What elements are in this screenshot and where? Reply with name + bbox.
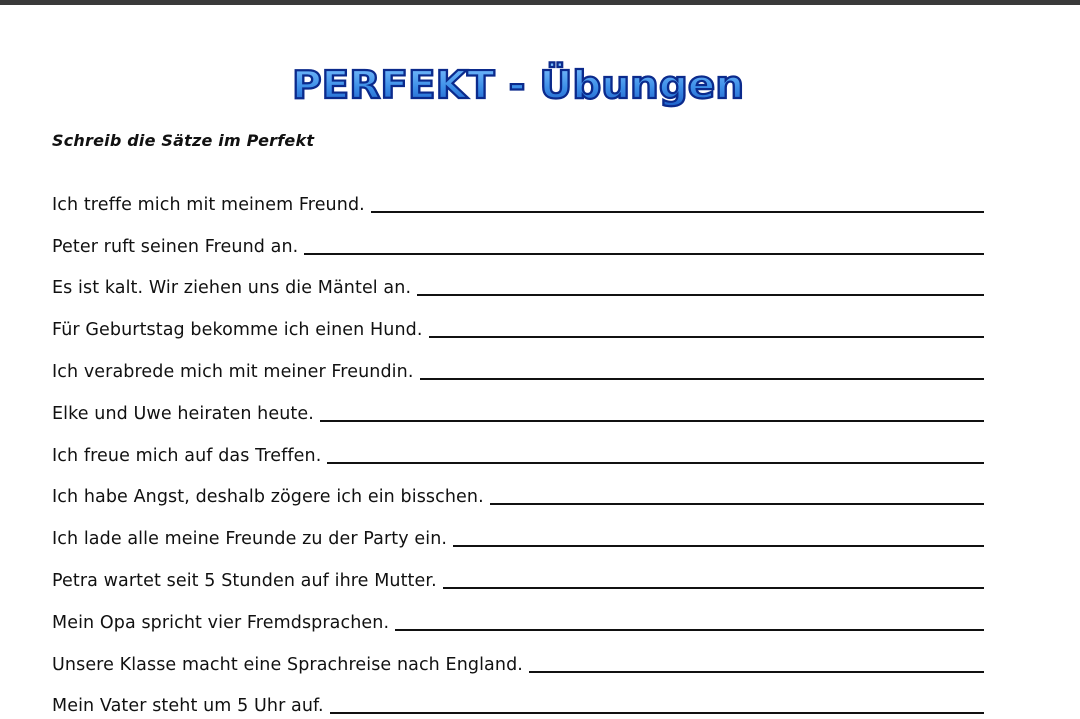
answer-blank[interactable] bbox=[453, 529, 984, 547]
answer-blank[interactable] bbox=[429, 320, 984, 338]
answer-blank[interactable] bbox=[490, 487, 984, 505]
exercise-sentence: Mein Vater steht um 5 Uhr auf. bbox=[52, 696, 324, 717]
exercise-row bbox=[52, 636, 984, 678]
exercise-sentence: Elke und Uwe heiraten heute. bbox=[52, 403, 314, 424]
worksheet-title bbox=[288, 58, 748, 108]
exercise-row bbox=[52, 218, 984, 260]
exercise-row bbox=[52, 176, 984, 218]
exercise-sentence: Ich habe Angst, deshalb zögere ich ein bisschen. bbox=[52, 487, 484, 508]
title-wordart bbox=[288, 58, 748, 108]
instruction-text: Schreib die Sätze im Perfekt bbox=[52, 131, 315, 150]
answer-blank[interactable] bbox=[330, 696, 984, 714]
title-text: PERFEKT - Übungen bbox=[292, 63, 744, 107]
exercise-row bbox=[52, 594, 984, 636]
exercise-row bbox=[52, 385, 984, 427]
exercise-sentence: Petra wartet seit 5 Stunden auf ihre Mutter. bbox=[52, 570, 437, 591]
exercise-row bbox=[52, 469, 984, 511]
exercise-list bbox=[52, 176, 984, 719]
answer-blank[interactable] bbox=[417, 278, 984, 296]
top-border bbox=[0, 0, 1080, 5]
answer-blank[interactable] bbox=[327, 446, 984, 464]
exercise-sentence: Es ist kalt. Wir ziehen uns die Mäntel an. bbox=[52, 278, 412, 299]
answer-blank[interactable] bbox=[529, 655, 984, 673]
exercise-row bbox=[52, 552, 984, 594]
answer-blank[interactable] bbox=[443, 571, 984, 589]
exercise-row bbox=[52, 343, 984, 385]
exercise-row bbox=[52, 510, 984, 552]
exercise-sentence: Ich lade alle meine Freunde zu der Party ein. bbox=[52, 529, 448, 550]
exercise-row bbox=[52, 260, 984, 302]
answer-blank[interactable] bbox=[304, 237, 984, 255]
exercise-sentence: Ich verabrede mich mit meiner Freundin. bbox=[52, 361, 414, 382]
exercise-sentence: Peter ruft seinen Freund an. bbox=[52, 236, 299, 257]
exercise-row bbox=[52, 427, 984, 469]
exercise-row bbox=[52, 301, 984, 343]
exercise-sentence: Ich treffe mich mit meinem Freund. bbox=[52, 194, 365, 215]
exercise-sentence: Unsere Klasse macht eine Sprachreise nach England. bbox=[52, 654, 523, 675]
answer-blank[interactable] bbox=[420, 362, 985, 380]
exercise-row bbox=[52, 678, 984, 719]
answer-blank[interactable] bbox=[395, 613, 984, 631]
answer-blank[interactable] bbox=[320, 404, 984, 422]
exercise-sentence: Für Geburtstag bekomme ich einen Hund. bbox=[52, 320, 423, 341]
exercise-sentence: Ich freue mich auf das Treffen. bbox=[52, 445, 322, 466]
exercise-sentence: Mein Opa spricht vier Fremdsprachen. bbox=[52, 612, 390, 633]
answer-blank[interactable] bbox=[371, 195, 984, 213]
